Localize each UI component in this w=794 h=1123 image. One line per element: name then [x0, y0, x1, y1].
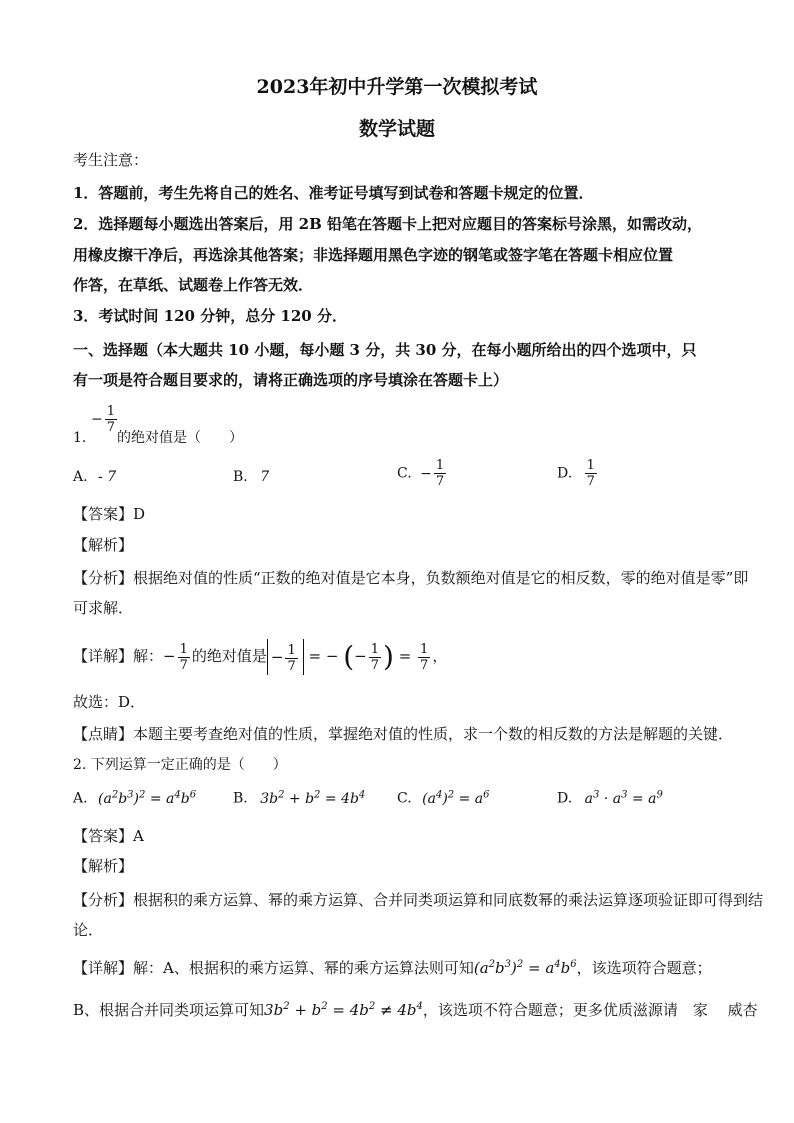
- q1-fraction: [91, 404, 119, 435]
- q1-detail-prefix: 【详解】解：: [73, 647, 164, 665]
- section-heading-line1: 一、选择题（本大题共 10 小题，每小题 3 分，共 30 分，在每小题所给出的四个选项中，只: [73, 341, 697, 359]
- q2-option-a-expr: $(a^2b^3)^2 = a^4b^6$: [98, 789, 197, 807]
- q1-option-a-value: - 7: [98, 469, 117, 485]
- q1-option-d-den: 7: [586, 474, 595, 489]
- q1-option-c-label: C.: [397, 465, 412, 482]
- q1-detail-end: ，: [432, 647, 448, 665]
- q2-option-d-label: D.: [557, 790, 573, 807]
- q1-frac-sign: −: [91, 411, 103, 428]
- q1-frac-num: 1: [106, 404, 116, 419]
- q1-option-b-label: B.: [233, 469, 248, 485]
- q1-option-d: [557, 458, 599, 489]
- notice-item-2: 2．选择题每小题选出答案后，用 2B 铅笔在答题卡上把对应题目的答案标号涂黑，如需改动，: [73, 215, 703, 233]
- q1-option-d-num: 1: [586, 458, 595, 473]
- q2-option-c: [397, 789, 490, 807]
- q2-stem: 2. 下列运算一定正确的是（ ）: [73, 757, 287, 773]
- q2-option-c-label: C.: [397, 790, 412, 807]
- exam-subtitle: 数学试题: [358, 118, 435, 140]
- q2-detail-a: [73, 955, 712, 978]
- q2-detail-a-expr: $(a^2b^3)^2 = a^4b^6$: [473, 959, 577, 977]
- q1-conclusion: 故选：D．: [73, 693, 146, 711]
- notice-item-2-cont: 用橡皮擦干净后，再选涂其他答案；非选择题用黑色字迹的钢笔或签字笔在答题卡相应位置: [73, 246, 674, 264]
- q2-option-a-label: A.: [73, 790, 88, 807]
- q2-detail-b-prefix: B、根据合并同类项运算可知: [73, 1001, 265, 1019]
- q1-fenxi-line1: 【分析】根据绝对值的性质“正数的绝对值是它本身，负数额绝对值是它的相反数，零的绝对值是零”即: [73, 569, 749, 587]
- q1-option-c-sign: −: [420, 465, 432, 482]
- q1-detail-mid: 的绝对值是: [191, 647, 267, 665]
- q1-frac-den: 7: [106, 420, 116, 435]
- q2-answer: 【答案】A: [73, 827, 144, 845]
- q1-answer: 【答案】D: [73, 505, 146, 523]
- q2-option-d-expr: $a^3 \cdot a^3 = a^9$: [584, 789, 663, 807]
- q1-abs-expression: − $\frac{1}{7}$: [267, 639, 304, 675]
- q1-option-a-label: A.: [73, 469, 88, 485]
- notice-item-2-end: 作答，在草纸、试题卷上作答无效．: [73, 276, 314, 294]
- q1-option-c-num: 1: [435, 458, 445, 473]
- q2-option-d: [557, 789, 663, 807]
- q1-analysis-tag: 【解析】: [73, 536, 134, 554]
- q2-detail-b: [73, 997, 758, 1020]
- q2-fenxi-line2: 论．: [73, 921, 104, 939]
- q1-option-c: [397, 458, 448, 489]
- exam-title: 2023年初中升学第一次模拟考试: [256, 76, 538, 98]
- notice-item-1: 1．答题前，考生先将自己的姓名、准考证号填写到试卷和答题卡规定的位置．: [73, 184, 594, 202]
- q2-option-b-expr: $3b^2 + b^2 = 4b^4$: [260, 789, 366, 807]
- q1-option-d-label: D.: [557, 465, 573, 482]
- q2-option-b-label: B.: [233, 790, 248, 807]
- notice-heading: 考生注意：: [73, 151, 149, 169]
- q2-detail-b-suffix: ，该选项不符合题意；更多优质滋源请 家 威杏: [422, 1001, 758, 1019]
- q1-option-a: [73, 469, 116, 485]
- q1-option-c-den: 7: [435, 474, 445, 489]
- section-heading-line2: 有一项是符合题目要求的，请将正确选项的序号填涂在答题卡上）: [73, 371, 509, 389]
- q1-comment: 【点睛】本题主要考查绝对值的性质，掌握绝对值的性质，求一个数的相反数的方法是解题的关键．: [73, 725, 734, 743]
- q1-option-b: [233, 469, 269, 485]
- q2-option-a: [73, 789, 196, 807]
- q2-fenxi-line1: 【分析】根据积的乘方运算、幂的乘方运算、合并同类项运算和同底数幂的乘法运算逐项验证即可得到结: [73, 891, 764, 909]
- q1-option-b-value: 7: [260, 469, 270, 485]
- q1-fenxi-line2: 可求解．: [73, 599, 134, 617]
- q2-option-b: [233, 789, 365, 807]
- notice-item-3: 3．考试时间 120 分钟，总分 120 分．: [73, 307, 347, 325]
- q1-stem-text: 的绝对值是（ ）: [117, 430, 243, 446]
- q1-detail: 【详解】解：− $\frac{1}{7}$ 的绝对值是 − $\frac{1}{7}$ = − (− $\frac{1}{7}$ ) = $\frac{1}{7}$ ，: [73, 640, 448, 674]
- q2-detail-a-suffix: ，该选项符合题意；: [576, 959, 712, 977]
- q2-detail-a-prefix: 【详解】解：A、根据积的乘方运算、幂的乘方运算法则可知: [73, 959, 474, 977]
- q1-number: 1.: [73, 430, 87, 446]
- q2-option-c-expr: $(a^4)^2 = a^6$: [422, 789, 490, 807]
- q2-analysis-tag: 【解析】: [73, 857, 134, 875]
- q2-detail-b-expr: $3b^2 + b^2 = 4b^2 \ne 4b^4$: [264, 1001, 423, 1019]
